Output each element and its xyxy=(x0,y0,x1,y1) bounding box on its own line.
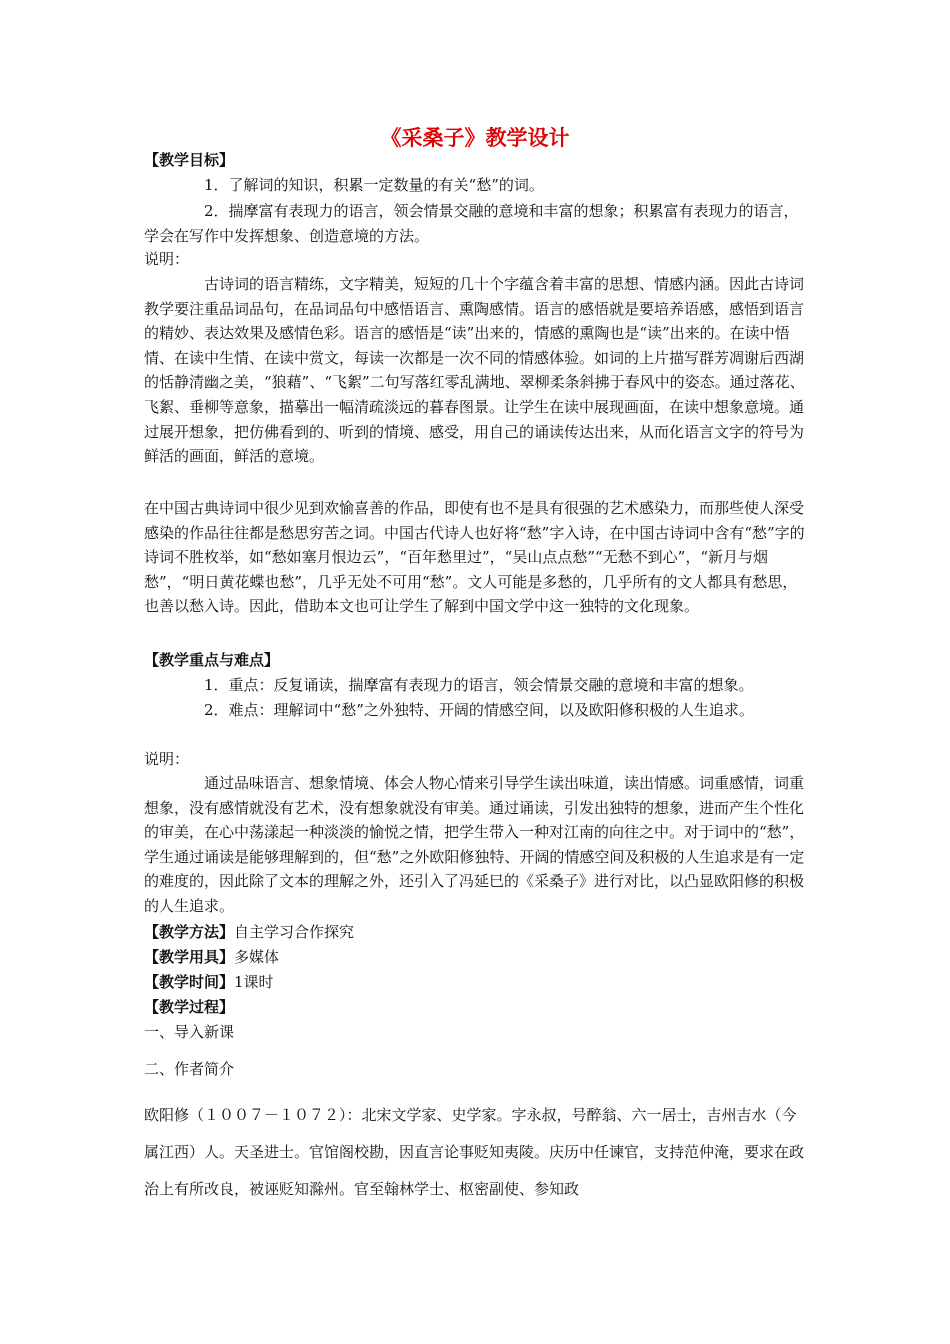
focus-note-paragraph: 通过品味语言、想象情境、体会人物心情来引导学生读出味道，读出情感。词重感情，词重想象，没有感情就没有艺术，没有想象就没有审美。通过诵读，引发出独特的想象，进而产生个性化的审美，在心中荡漾起一种淡淡的愉悦之情，把学生带入一种对江南的向往之中。对于词中的“愁”，学生通过诵读是能够理解到的，但“愁”之外欧阳修独特、开阔的情感空间及积极的人生追求是有一定的难度的，因此除了文本的理解之外，还引入了冯延巳的《采桑子》进行对比，以凸显欧阳修的积极的人生追求。 xyxy=(144,774,805,915)
process-step-2: 二、作者简介 xyxy=(144,1060,235,1078)
tools-value: 多媒体 xyxy=(234,948,280,966)
goal-item-2: 2．揣摩富有表现力的语言，领会情景交融的意境和丰富的想象；积累富有表现力的语言，学会在写作中发挥想象、创造意境的方法。 xyxy=(144,202,799,245)
goals-note-label: 说明： xyxy=(144,250,190,268)
time-value: 1课时 xyxy=(234,973,274,991)
focus-note-label: 说明： xyxy=(144,750,190,768)
teaching-tools-line xyxy=(144,945,810,970)
teaching-time-line xyxy=(144,970,810,995)
author-bio-paragraph: 欧阳修（１００７－１０７２）：北宋文学家、史学家。字永叔，号醉翁、六一居士，吉州吉水（今属江西）人。天圣进士。官馆阁校勘，因直言论事贬知夷陵。庆历中任谏官，支持范仲淹，要求在政治上有所改良，被诬贬知滁州。官至翰林学士、枢密副使、参知政 xyxy=(144,1106,805,1198)
method-heading: 【教学方法】 xyxy=(144,923,235,941)
tools-heading: 【教学用具】 xyxy=(144,948,235,966)
focus-item-2: 2．难点：理解词中“愁”之外独特、开阔的情感空间，以及欧阳修积极的人生追求。 xyxy=(204,701,754,719)
focus-item-1: 1．重点：反复诵读，揣摩富有表现力的语言，领会情景交融的意境和丰富的想象。 xyxy=(204,676,754,694)
document-title: 《采桑子》教学设计 xyxy=(380,126,570,150)
heading-focus-difficulty: 【教学重点与难点】 xyxy=(144,651,280,669)
goals-note-paragraph-1: 古诗词的语言精练，文字精美，短短的几十个字蕴含着丰富的思想、情感内涵。因此古诗词教学要注重品词品句，在品词品句中感悟语言、熏陶感情。语言的感悟就是要培养语感，感悟到语言的精妙、表达效果及感情色彩。语言的感悟是“读”出来的，情感的熏陶也是“读”出来的。在读中悟情、在读中生情、在读中赏文，每读一次都是一次不同的情感体验。如词的上片描写群芳凋谢后西湖的恬静清幽之美，“狼藉”、“飞絮”二句写落红零乱满地、翠柳柔条斜拂于春风中的姿态。通过落花、飞絮、垂柳等意象，描摹出一幅清疏淡远的暮春图景。让学生在读中展现画面，在读中想象意境。通过展开想象，把仿佛看到的、听到的情境、感受，用自己的诵读传达出来，从而化语言文字的符号为鲜活的画面，鲜活的意境。 xyxy=(144,275,805,466)
goals-note-paragraph-2: 在中国古典诗词中很少见到欢愉喜善的作品，即使有也不是具有很强的艺术感染力，而那些使人深受感染的作品往往都是愁思穷苦之词。中国古代诗人也好将“愁”字入诗，在中国古诗词中含有“愁”字的诗词不胜枚举，如“愁如塞月恨边云”，“百年愁里过”，“吴山点点愁”“无愁不到心”，“新月与烟愁”，“明日黄花蝶也愁”，几乎无处不可用“愁”。文人可能是多愁的，几乎所有的文人都具有愁思，也善以愁入诗。因此，借助本文也可让学生了解到中国文学中这一独特的文化现象。 xyxy=(144,499,805,616)
method-value: 自主学习合作探究 xyxy=(234,923,355,941)
goal-item-1: 1．了解词的知识，积累一定数量的有关“愁”的词。 xyxy=(204,176,544,194)
heading-teaching-goals: 【教学目标】 xyxy=(144,151,235,169)
heading-teaching-process: 【教学过程】 xyxy=(144,998,235,1016)
time-heading: 【教学时间】 xyxy=(144,973,235,991)
process-step-1: 一、导入新课 xyxy=(144,1023,235,1041)
teaching-method-line xyxy=(144,920,810,945)
